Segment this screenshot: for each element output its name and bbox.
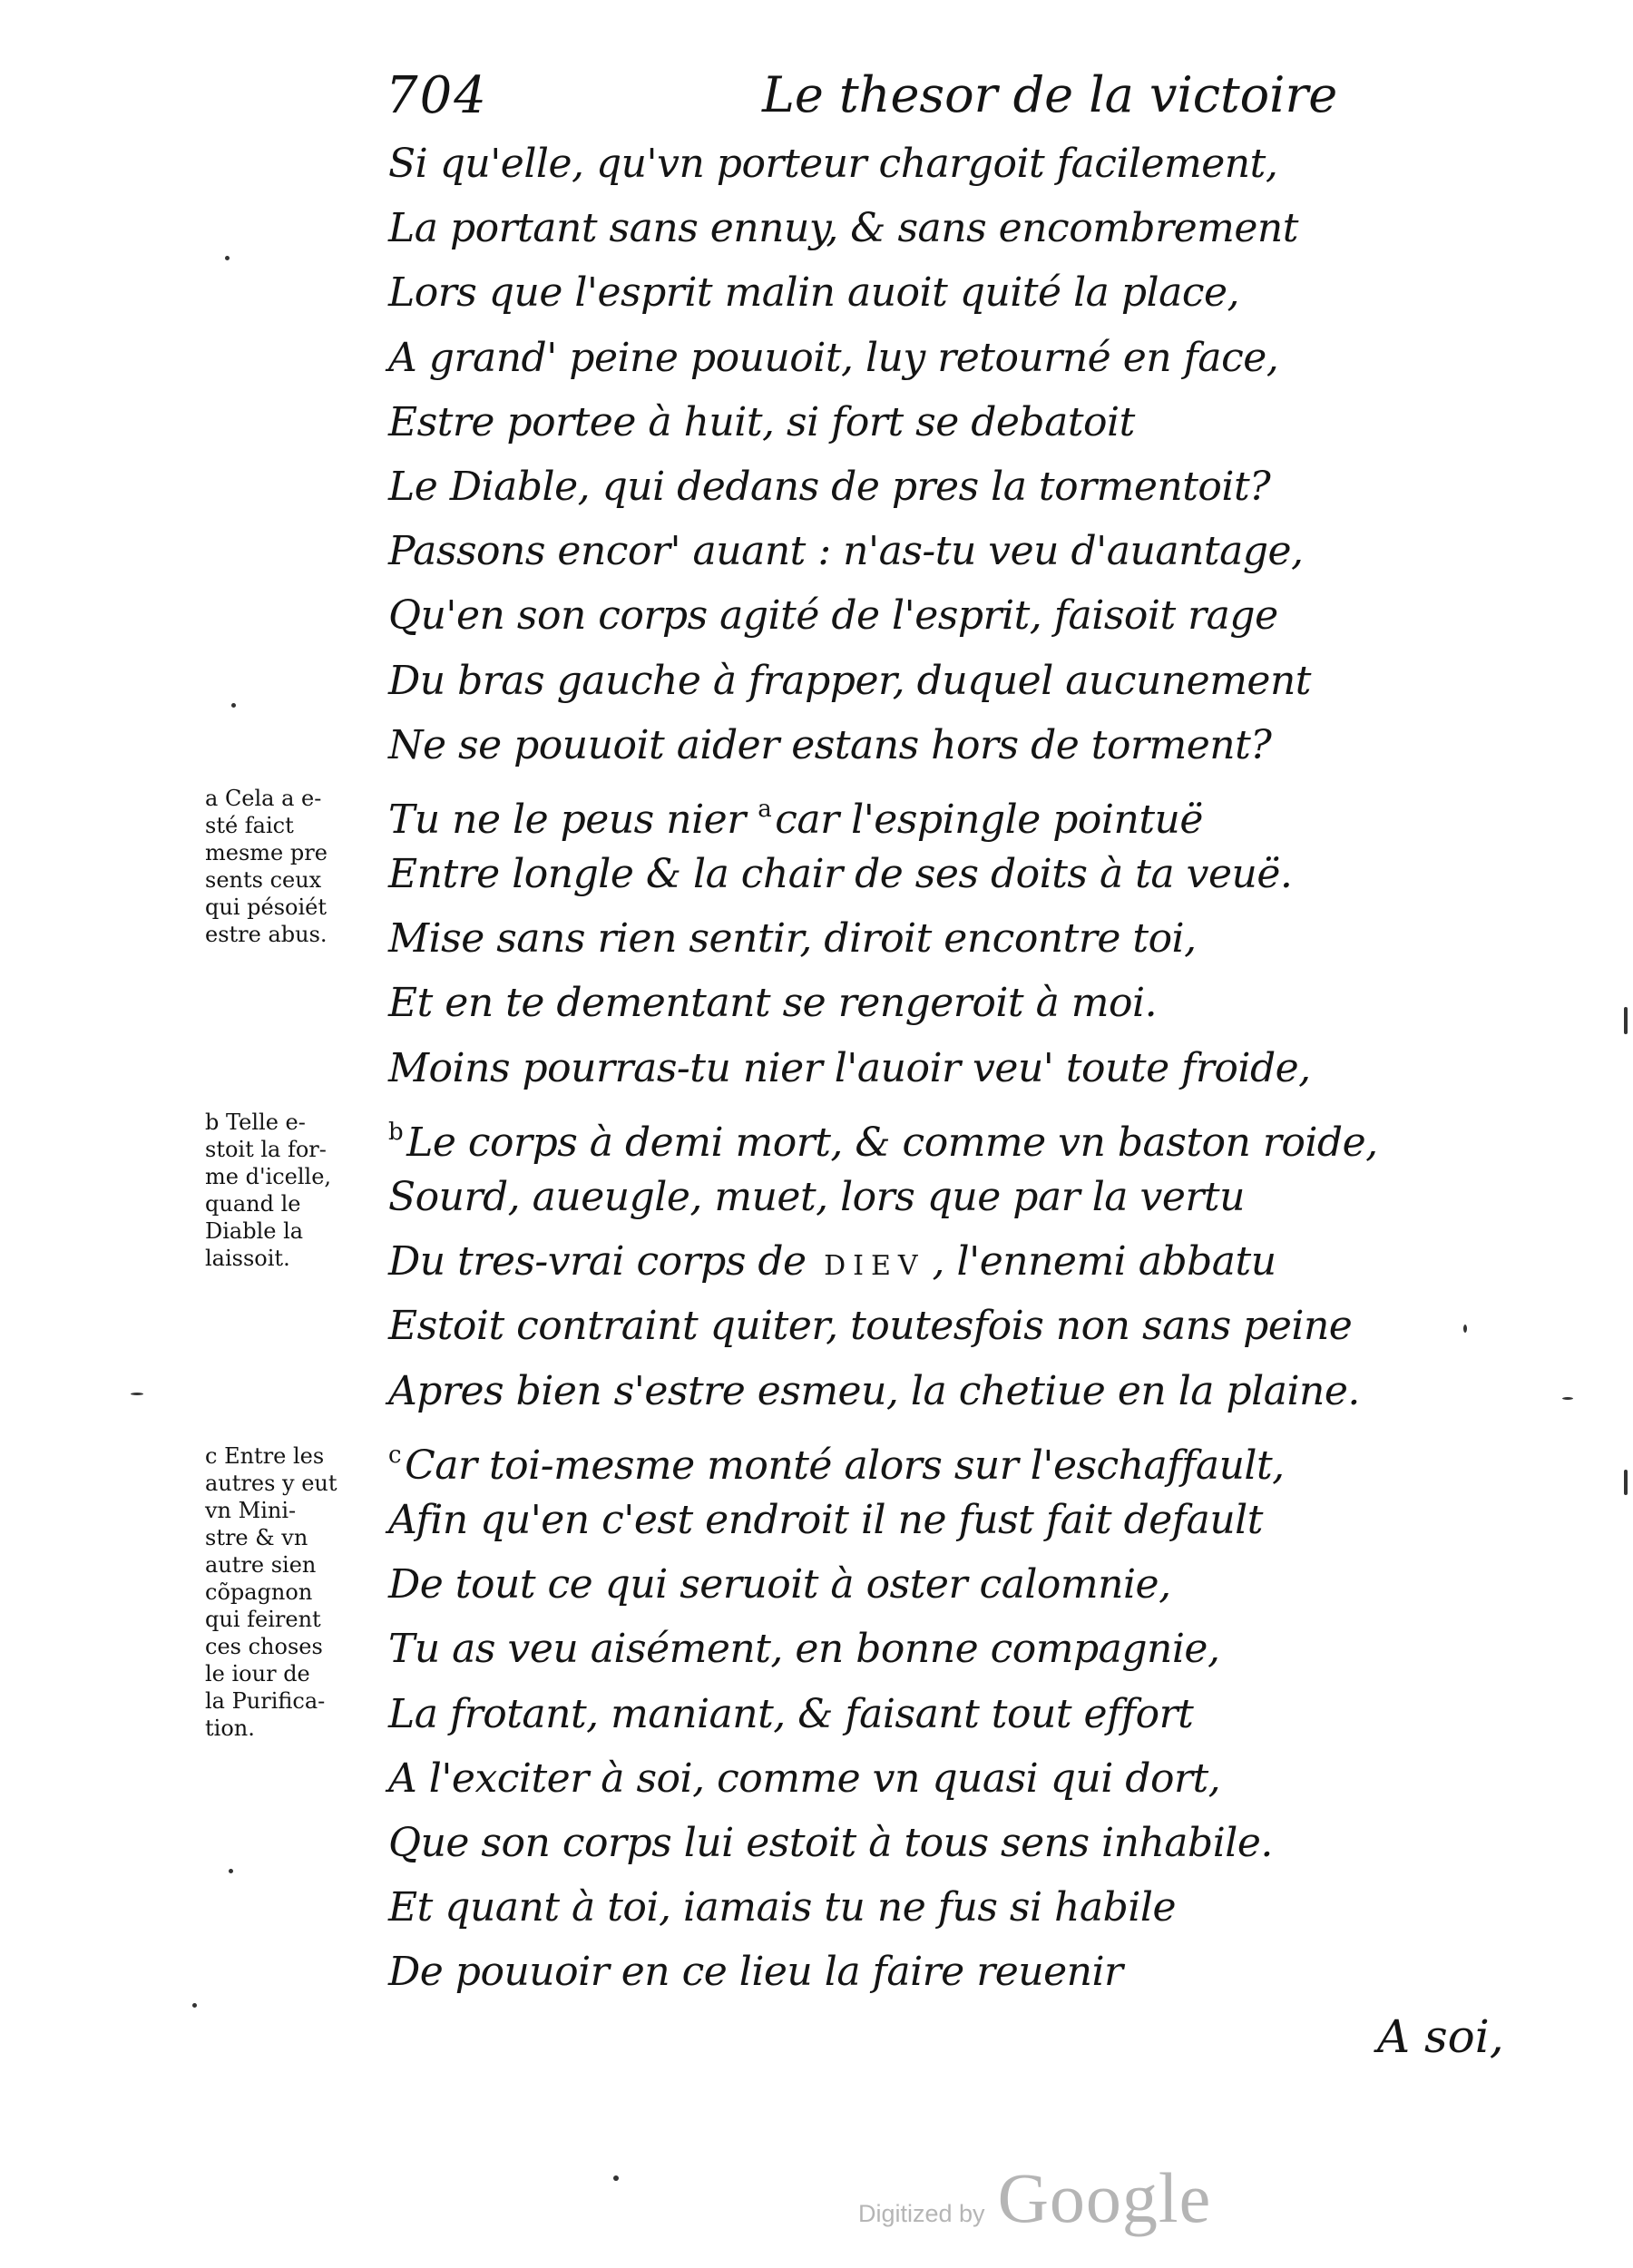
scan-speck: [1624, 1007, 1628, 1034]
verse-line: Apres bien s'estre esmeu, la chetiue en la plaine.: [388, 1367, 1360, 1414]
verse-line: Que son corps lui estoit à tous sens inhabile.: [388, 1819, 1273, 1866]
verse-line: Entre longle & la chair de ses doits à ta veuë.: [388, 851, 1293, 898]
scan-speck: [1624, 1470, 1628, 1495]
verse-line: Lors que l'esprit malin auoit quité la place,: [388, 269, 1240, 317]
verse-line: Qu'en son corps agité de l'esprit, faisoit rage: [388, 592, 1278, 640]
verse-line: Estre portee à huit, si fort se debatoit: [388, 398, 1135, 445]
verse-line: La frotant, maniant, & faisant tout effort: [388, 1690, 1194, 1737]
verse-line: Estoit contraint quiter, toutesfois non sans peine: [388, 1303, 1353, 1350]
verse-line: De pouuoir en ce lieu la faire reuenir: [388, 1949, 1123, 1996]
digitized-watermark: [858, 2157, 1211, 2239]
verse-line: $^c$Car toi-mesme monté alors sur l'eschaffault,: [388, 1441, 1285, 1489]
scan-speck: [1463, 1325, 1467, 1333]
scan-speck: [231, 703, 236, 708]
verse-line: Mise sans rien sentir, diroit encontre toi,: [388, 915, 1197, 963]
verse-line: $^b$Le corps à demi mort, & comme vn baston roide,: [388, 1118, 1378, 1166]
side-note-b: b Telle e- stoit la for- me d'icelle, quand le Diable la laissoit.: [205, 1110, 332, 1271]
scan-speck: [225, 256, 230, 260]
verse-line: A grand' peine pouuoit, luy retourné en face,: [388, 334, 1279, 381]
verse-line: Du bras gauche à frapper, duquel aucunement: [388, 657, 1311, 704]
verse-line: Le Diable, qui dedans de pres la tormentoit?: [388, 463, 1271, 510]
verse-line: Et en te dementant se rengeroit à moi.: [388, 980, 1158, 1027]
google-wordmark: Google: [997, 2158, 1212, 2237]
scan-speck: [1562, 1397, 1573, 1400]
verse-line: La portant sans ennuy, & sans encombrement: [388, 205, 1298, 252]
verse-line: Si qu'elle, qu'vn porteur chargoit facilement,: [388, 141, 1278, 187]
note-reference-mark: a: [758, 795, 772, 823]
scan-speck: [229, 1869, 233, 1873]
divine-name-smallcaps: DIEV: [824, 1250, 925, 1283]
verse-line: Tu ne le peus nier $^a$car l'espingle pointuë: [388, 795, 1203, 843]
verse-line: Et quant à toi, iamais tu ne fus si habile: [388, 1884, 1176, 1931]
verse-block: [388, 132, 1395, 2004]
running-title: Le thesor de la victoire: [762, 66, 1338, 123]
verse-line: Tu as veu aisément, en bonne compagnie,: [388, 1626, 1220, 1673]
scan-speck: [131, 1393, 143, 1395]
note-reference-mark: b: [388, 1118, 404, 1146]
verse-line: Moins pourras-tu nier l'auoir veu' toute froide,: [388, 1044, 1311, 1091]
verse-line: Passons encor' auant : n'as-tu veu d'auantage,: [388, 528, 1304, 575]
verse-line: A l'exciter à soi, comme vn quasi qui dort,: [388, 1755, 1221, 1802]
side-note-c: c Entre les autres y eut vn Mini- stre & vn autre sien cõpagnon qui feirent ces choses le iour de la Purifica- tion.: [205, 1443, 337, 1741]
verse-line: Du tres-vrai corps de DIEV , l'ennemi abbatu: [388, 1238, 1276, 1286]
catchword: A soi,: [1377, 2010, 1504, 2063]
verse-line: Afin qu'en c'est endroit il ne fust fait default: [388, 1496, 1263, 1543]
verse-line: Sourd, aueugle, muet, lors que par la vertu: [388, 1174, 1245, 1220]
side-note-a: a Cela a e- sté faict mesme pre sents ceux qui pésoiét estre abus.: [205, 786, 328, 947]
scan-speck: [613, 2175, 619, 2181]
verse-line: Ne se pouuoit aider estans hors de torment?: [388, 721, 1272, 768]
scan-speck: [192, 2003, 197, 2008]
verse-line: De tout ce qui seruoit à oster calomnie,: [388, 1561, 1171, 1608]
page-number: 704: [386, 66, 488, 125]
note-reference-mark: c: [388, 1441, 402, 1469]
digitized-label: Digitized by: [858, 2200, 985, 2227]
